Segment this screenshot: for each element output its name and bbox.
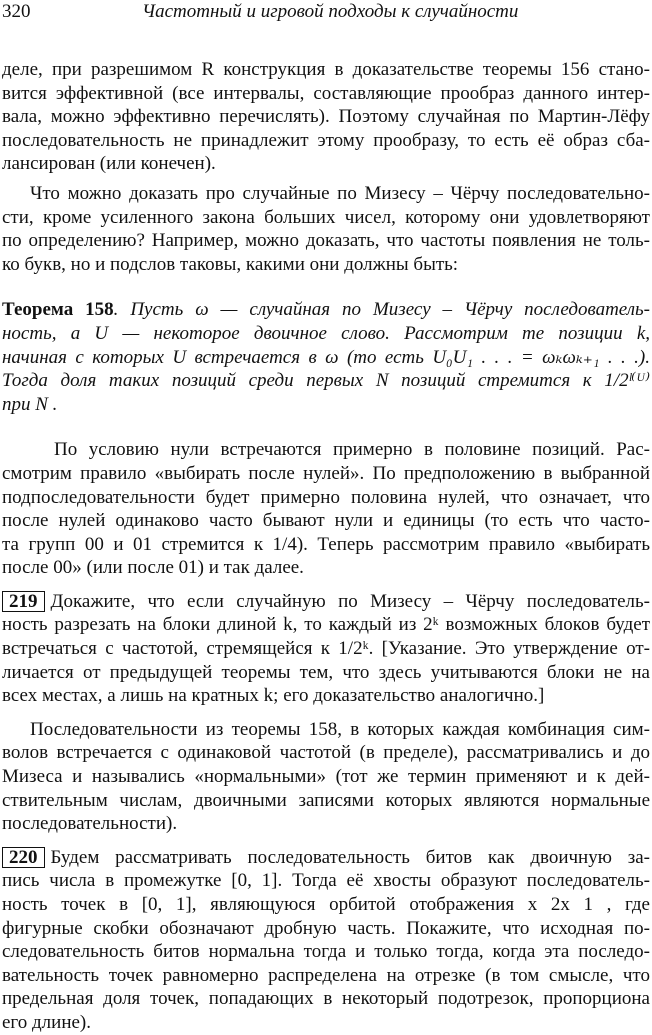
paragraph-continuation (2, 58, 650, 176)
problem-line: личается от предыдущей теоремы тем, что здесь учитываются блоки не на (2, 661, 650, 683)
paragraph-normal-sequences (2, 718, 650, 836)
text-line: Последовательности из теоремы 158, в которых каждая комбинация сим- (30, 718, 650, 740)
problem-line (2, 846, 650, 870)
text-line: волов встречается с одинаковой частотой (в пределе), рассматривались и до (2, 742, 650, 764)
text-line: последовательность не принадлежит этому прообразу, то есть её образ сба- (2, 129, 650, 151)
proof-line: смотрим правило «выбирать после нулей». По предположению в выбранной (2, 462, 650, 484)
paragraph-question (2, 182, 650, 276)
proof-line: после 00» (или после 01) и так далее. (2, 557, 304, 579)
running-header (2, 0, 650, 26)
running-title: Частотный и игровой подходы к случайности (142, 1, 519, 22)
theorem-text: . Пусть ω — случайная по Мизесу – Чёрчу последователь- (113, 299, 651, 321)
text-line: по определению? Например, можно доказать, что частоты появления не толь- (2, 230, 650, 252)
problem-line: встречаться с частотой, стремящейся к 1/2ᵏ. [Указание. Это утверждение от- (2, 638, 650, 660)
problem-line: его длине). (2, 1011, 91, 1033)
problem-text: Докажите, что если случайную по Мизесу – Чёрчу последователь- (50, 590, 650, 612)
theorem-line: ность, а U — некоторое двоичное слово. Рассмотрим те позиции k, (2, 322, 650, 344)
page-number: 320 (2, 1, 31, 22)
theorem-line: Тогда доля таких позиций среди первых N позиций стремится к 1/2ˡ⁽ᵁ⁾ (2, 370, 650, 392)
problem-line: вательность точек равномерно распределена на отрезке (в том смысле, что (2, 964, 650, 986)
theorem-label: Теорема 158 (2, 299, 114, 321)
text-line: ко букв, но и подслов таковы, какими они должны быть: (2, 253, 459, 275)
text-line: сти, кроме усиленного закона больших чисел, которому они удовлетворяют (2, 206, 650, 228)
theorem-line: при N . (2, 393, 58, 415)
text-line: вится эффективной (все интервалы, составляющие прообраз данного интер- (2, 82, 650, 104)
problem-line: предельная доля точек, попадающих в некоторый подотрезок, пропорциона (2, 988, 650, 1010)
text-line: Мизеса и назывались «нормальными» (тот же термин применяют и к дей- (2, 766, 650, 788)
text-line: ствительным числам, двоичными записями которых являются нормальные (2, 789, 650, 811)
proof-line: после нулей одинаково часто бывают нули и единицы (то есть что часто- (2, 510, 650, 532)
theorem-line: начиная с которых U встречается в ω (то есть U₀U₁ . . . = ωₖωₖ₊₁ . . .). (2, 346, 650, 368)
proof (2, 438, 650, 580)
theorem-158 (2, 298, 650, 416)
problem-line: ность точек в [0, 1], являющуюся орбитой отображения x 2x 1 , где (2, 894, 650, 915)
problem-number-box: 220 (2, 847, 45, 868)
problem-text: Будем рассматривать последовательность битов как двоичную за- (50, 846, 650, 868)
proof-line: та групп 00 и 01 стремится к 1/4). Теперь рассмотрим правило «выбирать (2, 533, 650, 555)
text-line: деле, при разрешимом R конструкция в доказательстве теоремы 156 стано- (2, 59, 650, 80)
problem-line: пись числа в промежутке [0, 1]. Тогда её хвосты образуют последователь- (2, 870, 650, 892)
problem-line: ность разрезать на блоки длиной k, то каждый из 2ᵏ возможных блоков будет (2, 614, 650, 636)
problem-line: следовательность битов нормальна тогда и только тогда, когда эта последо- (2, 941, 650, 963)
text-line: лансирован (или конечен). (2, 153, 216, 175)
theorem-line (2, 298, 650, 322)
problem-number-box: 219 (2, 591, 45, 612)
problem-line (2, 590, 650, 614)
problem-220 (2, 846, 650, 1035)
problem-219 (2, 590, 650, 708)
problem-line: фигурные скобки обозначают дробную часть. Покажите, что исходная по- (2, 917, 650, 939)
text-line: Что можно доказать про случайные по Мизесу – Чёрчу последовательно- (30, 182, 650, 204)
proof-line: подпоследовательности будет примерно половина нулей, что означает, что (2, 486, 650, 508)
text-line: вала, можно эффективно перечислять). Поэтому случайная по Мартин-Лёфу (2, 106, 650, 128)
problem-line: всех местах, а лишь на кратных k; его доказательство аналогично.] (2, 685, 545, 707)
page-body (2, 58, 650, 1035)
proof-line: По условию нули встречаются примерно в половине позиций. Рас- (54, 439, 650, 461)
text-line: последовательности). (2, 813, 178, 835)
